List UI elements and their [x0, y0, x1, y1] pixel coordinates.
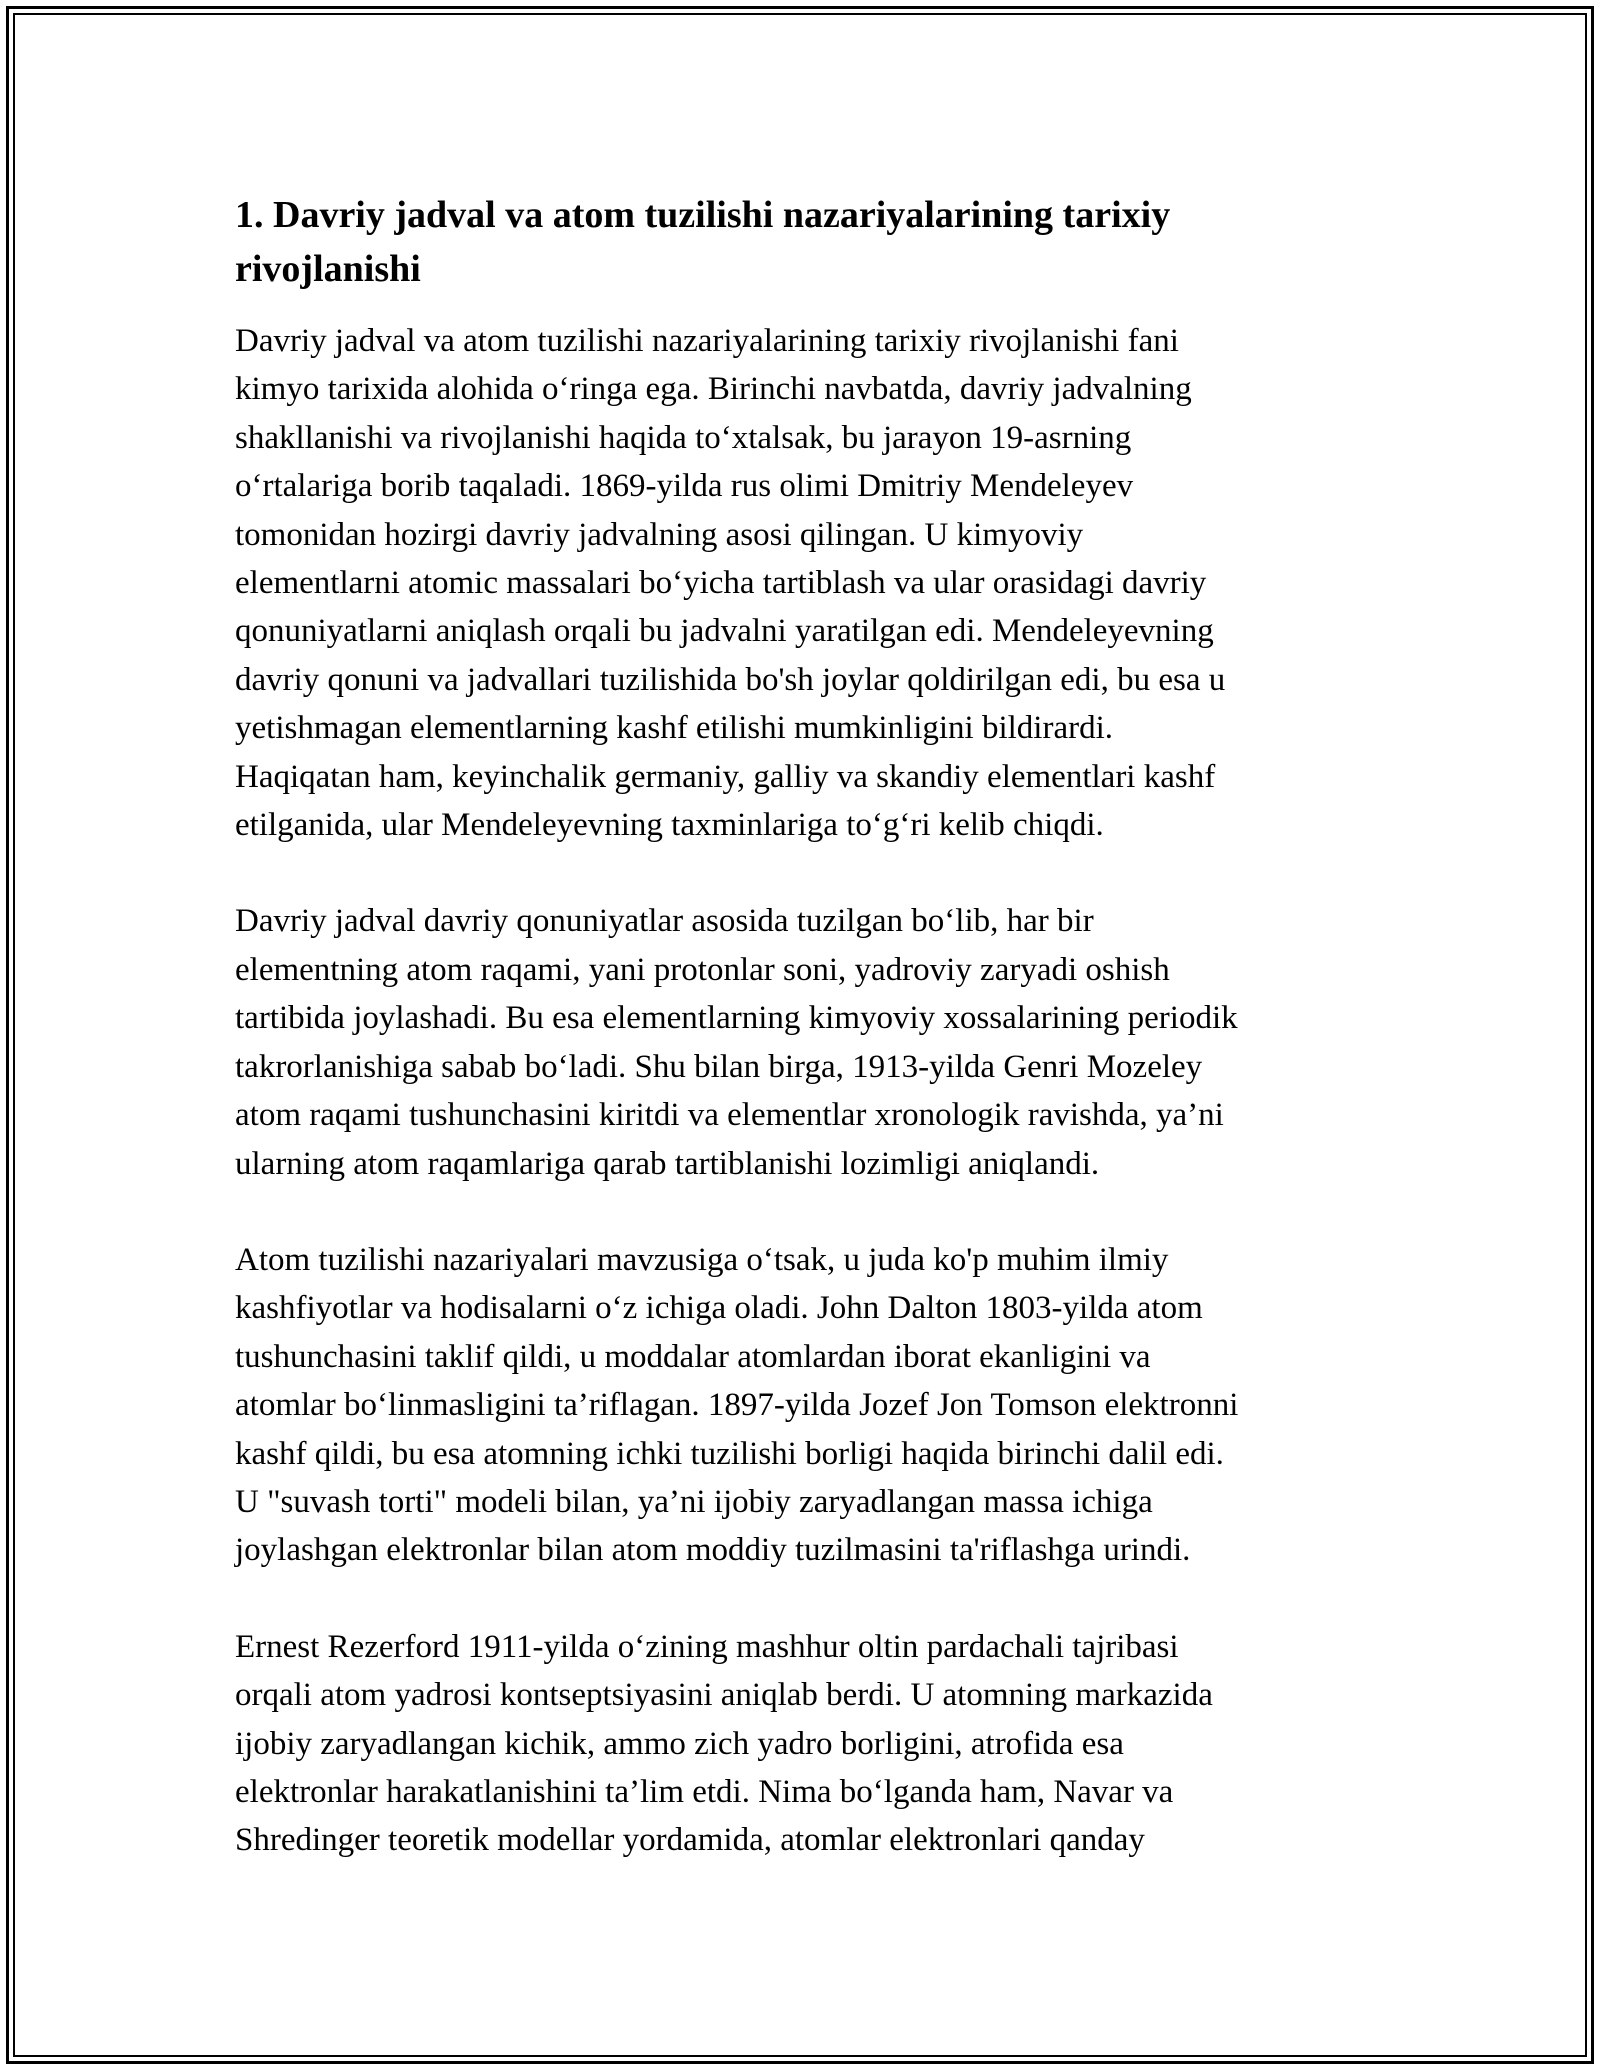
- text-line: Ernest Rezerford 1911-yilda oʻzining mashhur oltin pardachali tajribasi: [235, 1628, 1179, 1665]
- paragraph-4: [235, 1623, 1370, 1865]
- text-line: takrorlanishiga sabab boʻladi. Shu bilan birga, 1913-yilda Genri Mozeley: [235, 1048, 1203, 1085]
- text-line: davriy qonuni va jadvallari tuzilishida bo'sh joylar qoldirilgan edi, bu esa u: [235, 661, 1226, 698]
- heading-line: rivojlanishi: [235, 248, 421, 290]
- text-line: shakllanishi va rivojlanishi haqida toʻxtalsak, bu jarayon 19-asrning: [235, 419, 1132, 456]
- text-line: Davriy jadval va atom tuzilishi nazariyalarining tarixiy rivojlanishi fani: [235, 323, 1179, 359]
- section-heading: [235, 188, 1370, 296]
- text-line: joylashgan elektronlar bilan atom moddiy tuzilmasini ta'riflashga urindi.: [235, 1532, 1191, 1569]
- text-line: ularning atom raqamlariga qarab tartiblanishi lozimligi aniqlandi.: [235, 1145, 1100, 1182]
- text-line: U "suvash torti" modeli bilan, ya’ni ijobiy zaryadlangan massa ichiga: [235, 1483, 1153, 1520]
- text-line: elementning atom raqami, yani protonlar soni, yadroviy zaryadi oshish: [235, 951, 1170, 988]
- paragraph-1: [235, 317, 1370, 849]
- text-line: orqali atom yadrosi kontseptsiyasini aniqlab berdi. U atomning markazida: [235, 1677, 1213, 1714]
- text-line: yetishmagan elementlarning kashf etilishi mumkinligini bildirardi.: [235, 710, 1113, 747]
- text-line: kashfiyotlar va hodisalarni oʻz ichiga oladi. John Dalton 1803-yilda atom: [235, 1290, 1203, 1327]
- text-line: kimyo tarixida alohida oʻringa ega. Birinchi navbatda, davriy jadvalning: [235, 371, 1192, 408]
- paragraph-3: [235, 1236, 1370, 1575]
- text-line: tomonidan hozirgi davriy jadvalning asosi qilingan. U kimyoviy: [235, 516, 1084, 553]
- text-line: oʻrtalariga borib taqaladi. 1869-yilda rus olimi Dmitriy Mendeleyev: [235, 468, 1134, 505]
- text-line: Davriy jadval davriy qonuniyatlar asosida tuzilgan boʻlib, har bir: [235, 903, 1094, 940]
- text-line: Atom tuzilishi nazariyalari mavzusiga oʻtsak, u juda ko'p muhim ilmiy: [235, 1241, 1169, 1278]
- text-line: tushunchasini taklif qildi, u moddalar atomlardan iborat ekanligini va: [235, 1338, 1151, 1375]
- text-line: tartibida joylashadi. Bu esa elementlarning kimyoviy xossalarining periodik: [235, 1000, 1238, 1037]
- text-line: qonuniyatlarni aniqlash orqali bu jadvalni yaratilgan edi. Mendeleyevning: [235, 613, 1214, 650]
- text-line: atomlar boʻlinmasligini ta’riflagan. 1897-yilda Jozef Jon Tomson elektronni: [235, 1387, 1239, 1424]
- text-line: etilganida, ular Mendeleyevning taxminlariga toʻgʻri kelib chiqdi.: [235, 807, 1104, 844]
- heading-line: 1. Davriy jadval va atom tuzilishi nazariyalarining tarixiy: [235, 194, 1171, 236]
- text-line: ijobiy zaryadlangan kichik, ammo zich yadro borligini, atrofida esa: [235, 1725, 1124, 1762]
- text-line: kashf qildi, bu esa atomning ichki tuzilishi borligi haqida birinchi dalil edi.: [235, 1435, 1224, 1472]
- text-line: Haqiqatan ham, keyinchalik germaniy, galliy va skandiy elementlari kashf: [235, 758, 1216, 795]
- text-line: Shredinger teoretik modellar yordamida, atomlar elektronlari qanday: [235, 1822, 1145, 1859]
- text-line: atom raqami tushunchasini kiritdi va elementlar xronologik ravishda, ya’ni: [235, 1097, 1224, 1134]
- document-body: [235, 188, 1370, 1913]
- text-line: elementlarni atomic massalari boʻyicha tartiblash va ular orasidagi davriy: [235, 565, 1207, 602]
- paragraph-2: [235, 897, 1370, 1187]
- text-line: elektronlar harakatlanishini ta’lim etdi. Nima boʻlganda ham, Navar va: [235, 1773, 1174, 1810]
